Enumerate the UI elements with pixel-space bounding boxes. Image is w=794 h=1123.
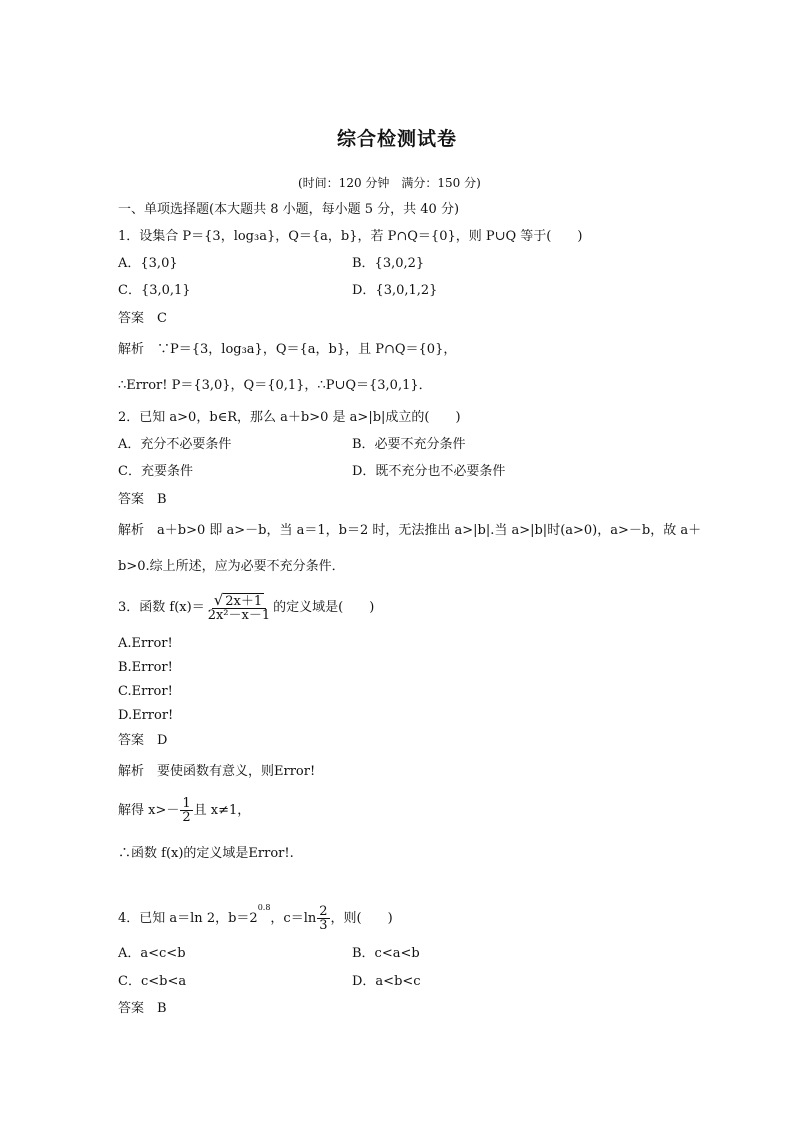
question-3-stem-suffix: 的定义域是( ): [273, 600, 375, 615]
question-4-option-c: C．c<b<a: [118, 974, 187, 989]
fraction-denominator: 2x²－x－1: [207, 607, 271, 623]
question-3-option-d: D.Error!: [118, 708, 174, 723]
exponent: 0.8: [257, 903, 271, 912]
two-thirds-fraction: [317, 905, 329, 932]
half-denominator: 2: [182, 810, 191, 825]
question-2-option-c: C．充要条件: [118, 464, 193, 479]
question-3-explanation-line3: ∴函数 f(x)的定义域是Error!.: [118, 846, 294, 861]
function-fraction: [206, 590, 272, 623]
question-1-option-d: D．{3,0,1,2}: [352, 283, 438, 298]
question-2-option-d: D．既不充分也不必要条件: [352, 464, 506, 479]
question-3-explanation-line1: 解析 要使函数有意义，则Error!: [118, 764, 316, 779]
question-4-answer: 答案 B: [118, 1001, 167, 1016]
question-3-answer: 答案 D: [118, 733, 168, 748]
question-3-option-c: C.Error!: [118, 684, 173, 699]
fraction-numerator: 2x＋1: [225, 593, 263, 609]
exam-subtitle: (时间：120 分钟 满分：150 分): [298, 176, 481, 190]
question-3-option-b: B.Error!: [118, 660, 173, 675]
question-3-stem: [118, 591, 374, 625]
section-heading: 一、单项选择题(本大题共 8 小题，每小题 5 分，共 40 分): [118, 202, 460, 217]
question-4-stem-middle: ，c＝ln: [270, 911, 317, 926]
question-2-option-b: B．必要不充分条件: [352, 437, 466, 452]
question-2-explanation-line2: b>0.综上所述，应为必要不充分条件．: [118, 559, 345, 574]
question-1-option-c: C．{3,0,1}: [118, 283, 191, 298]
solution-prefix: 解得 x>－: [118, 803, 180, 818]
two-thirds-denominator: 3: [319, 918, 328, 933]
question-4-stem: [118, 904, 393, 934]
solution-suffix: 且 x≠1，: [193, 803, 251, 818]
question-1-explanation-line1: 解析 ∵P＝{3，log₃a}，Q＝{a，b}，且 P∩Q＝{0}，: [118, 342, 457, 357]
half-fraction: [180, 797, 192, 824]
question-3-explanation-line2: [118, 796, 250, 826]
question-1-option-b: B．{3,0,2}: [352, 256, 425, 271]
two-thirds-numerator: 2: [319, 904, 328, 919]
question-4-option-b: B．c<a<b: [352, 946, 420, 961]
half-numerator: 1: [182, 796, 191, 811]
sqrt-symbol: √: [213, 590, 224, 609]
question-4-stem-suffix: ，则( ): [330, 911, 393, 926]
question-1-option-a: A．{3,0}: [118, 256, 178, 271]
question-1-explanation-line2: ∴Error! P＝{3,0}，Q＝{0,1}，∴P∪Q＝{3,0,1}．: [118, 378, 432, 393]
question-1-stem: 1．设集合 P＝{3，log₃a}，Q＝{a，b}，若 P∩Q＝{0}，则 P∪Q 等于( ): [118, 229, 583, 244]
question-1-answer: 答案 C: [118, 311, 167, 326]
question-4-stem-prefix: 4．已知 a＝ln 2，b＝2: [118, 911, 258, 926]
question-4-option-d: D．a<b<c: [352, 974, 421, 989]
question-2-explanation-line1: 解析 a＋b>0 即 a>－b，当 a＝1，b＝2 时，无法推出 a>|b|.当 a>|b|时(a>0)，a>－b，故 a＋: [118, 523, 702, 538]
question-2-stem: 2．已知 a>0，b∈R，那么 a＋b>0 是 a>|b|成立的( ): [118, 410, 461, 425]
question-2-answer: 答案 B: [118, 492, 167, 507]
question-3-option-a: A.Error!: [118, 636, 173, 651]
question-4-option-a: A．a<c<b: [118, 946, 186, 961]
page-title: 综合检测试卷: [336, 128, 457, 150]
question-3-stem-prefix: 3．函数 f(x)＝: [118, 600, 205, 615]
question-2-option-a: A．充分不必要条件: [118, 437, 232, 452]
